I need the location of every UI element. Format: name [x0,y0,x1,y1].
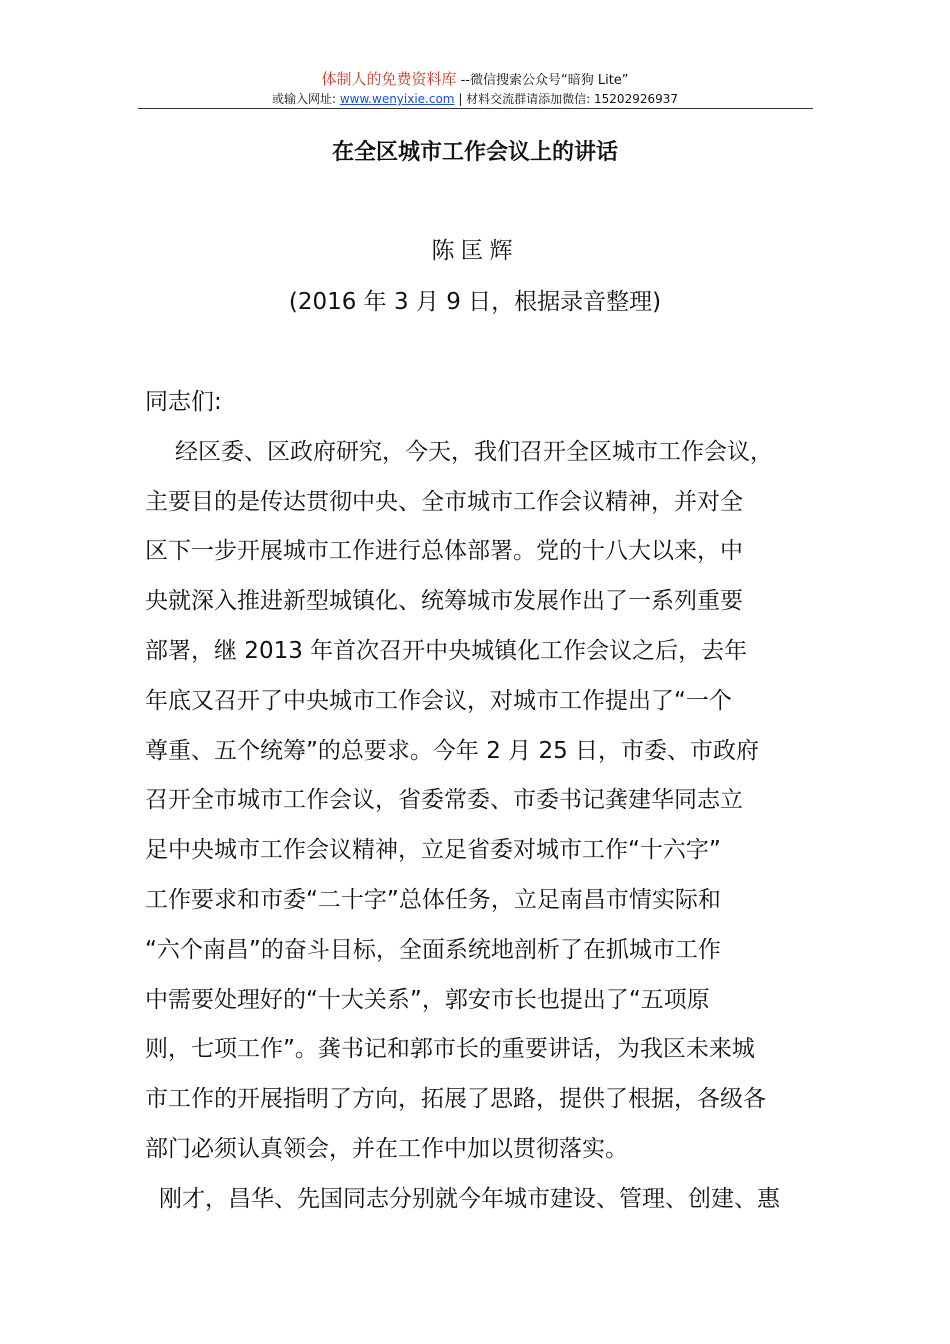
header-line-2 [0,91,950,108]
body-line: 召开全市城市工作会议，省委常委、市委书记龚建华同志立 [145,787,743,814]
header-brand: 体制人的免费资料库 [321,70,457,88]
header-divider [138,108,813,109]
body-line: 经区委、区政府研究，今天，我们召开全区城市工作会议， [175,438,773,465]
body-line: 区下一步开展城市工作进行总体部署。党的十八大以来，中 [145,538,743,565]
body-line: 则，七项工作”。龚书记和郭市长的重要讲话，为我区未来城 [145,1036,755,1063]
header-url-prefix: 或输入网址: [271,92,340,106]
body-line: 主要目的是传达贯彻中央、全市城市工作会议精神，并对全 [145,488,743,515]
website-link[interactable]: www.wenyixie.com [339,92,455,106]
header-contact: | 材料交流群请添加微信: 15202926937 [454,92,679,106]
body-line: 工作要求和市委“二十字”总体任务，立足南昌市情实际和 [145,886,721,913]
header-line-1 [0,70,950,90]
body-line: 足中央城市工作会议精神，立足省委对城市工作“十六字” [145,837,721,864]
body-line: “六个南昌”的奋斗目标，全面系统地剖析了在抓城市工作 [145,936,721,963]
body-line: 刚才，昌华、先国同志分别就今年城市建设、管理、创建、惠 [159,1185,780,1212]
body-line: 中需要处理好的“十大关系”，郭安市长也提出了“五项原 [145,986,710,1013]
body-line: 尊重、五个统筹”的总要求。今年 2 月 25 日，市委、市政府 [145,737,760,764]
salutation: 同志们: [145,389,222,415]
body-line: 部门必须认真领会，并在工作中加以贯彻落实。 [145,1135,628,1162]
body-line: 年底又召开了中央城市工作会议，对城市工作提出了“一个 [145,687,732,714]
page-header [0,70,950,108]
document-date: (2016 年 3 月 9 日，根据录音整理) [288,289,662,315]
body-line: 部署，继 2013 年首次召开中央城镇化工作会议之后，去年 [145,637,748,664]
body-line: 市工作的开展指明了方向，拓展了思路，提供了根据，各级各 [145,1086,766,1113]
author-name: 陈匡辉 [431,238,519,264]
header-tagline: --微信搜索公众号“暗狗 Lite” [456,73,629,88]
body-line: 央就深入推进新型城镇化、统筹城市发展作出了一系列重要 [145,588,743,615]
document-title: 在全区城市工作会议上的讲话 [331,140,618,165]
document-body [145,378,810,1225]
